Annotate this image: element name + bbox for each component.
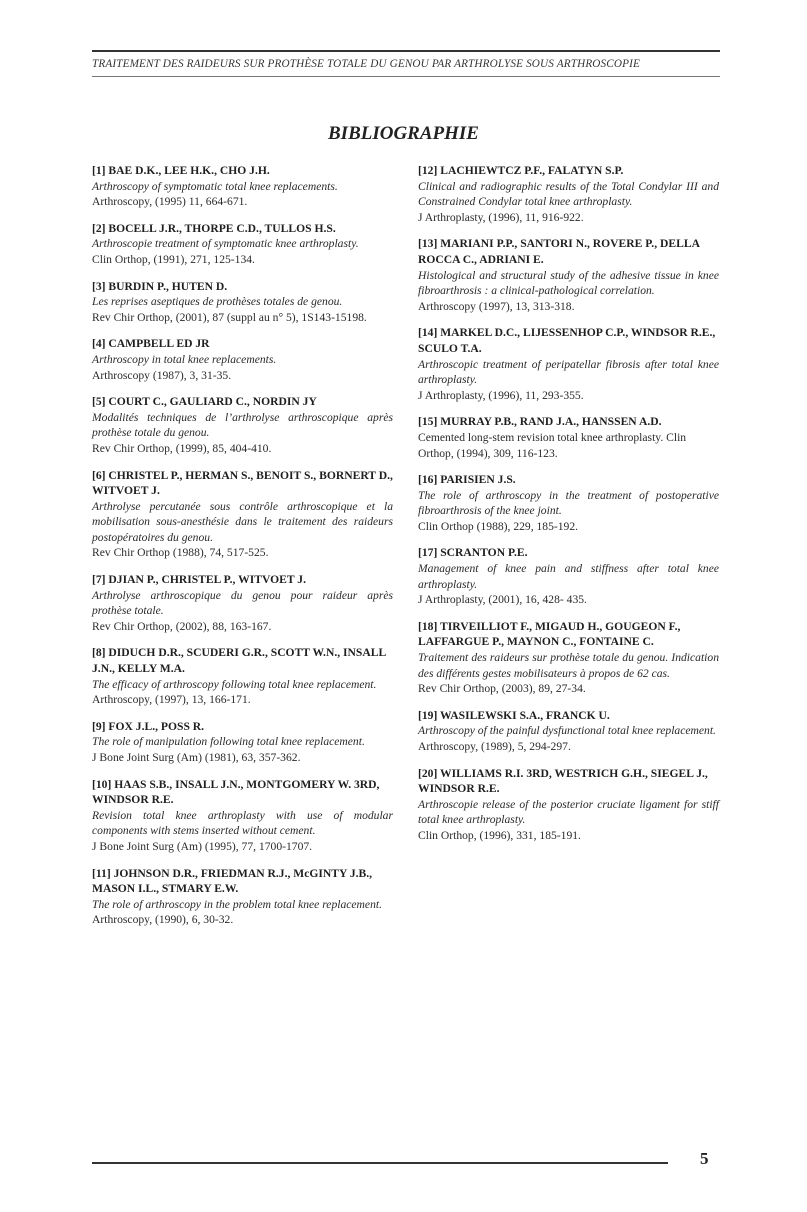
reference-title: Histological and structural study of the adhesive tissue in knee fibroarthrosis : a clinical-pathological correlation. <box>418 268 719 298</box>
reference-source: J Arthroplasty, (1996), 11, 916-922. <box>418 210 584 224</box>
reference-item <box>418 163 719 225</box>
reference-source: J Bone Joint Surg (Am) (1981), 63, 357-362. <box>92 751 301 764</box>
reference-authors: [13] MARIANI P.P., SANTORI N., ROVERE P., DELLA ROCCA C., ADRIANI E. <box>418 237 700 266</box>
reference-item <box>92 777 393 855</box>
footer-rule <box>92 1162 668 1164</box>
reference-item <box>92 572 393 634</box>
reference-authors: [4] CAMPBELL ED JR <box>92 337 210 351</box>
reference-item <box>418 545 719 607</box>
reference-source: Rev Chir Orthop (1988), 74, 517-525. <box>92 546 269 560</box>
reference-authors: [18] TIRVEILLIOT F., MIGAUD H., GOUGEON F., LAFFARGUE P., MAYNON C., FONTAINE C. <box>418 619 681 649</box>
reference-authors: [9] FOX J.L., POSS R. <box>92 719 205 733</box>
reference-item <box>92 221 393 268</box>
reference-source: J Arthroplasty, (1996), 11, 293-355. <box>418 388 584 402</box>
page-number: 5 <box>700 1149 709 1168</box>
reference-item <box>418 619 719 697</box>
reference-source: Arthroscopy, (1989), 5, 294-297. <box>418 740 571 753</box>
reference-authors: [3] BURDIN P., HUTEN D. <box>92 279 228 293</box>
reference-title: Arthroscopy of symptomatic total knee replacements. <box>92 179 338 193</box>
reference-title: Arthroscopy in total knee replacements. <box>92 352 277 366</box>
reference-title: Modalités techniques de l’arthrolyse arthroscopique après prothèse totale du genou. <box>92 410 393 440</box>
reference-source: Rev Chir Orthop, (1999), 85, 404-410. <box>92 441 272 455</box>
reference-item <box>418 325 719 403</box>
section-title: BIBLIOGRAPHIE <box>328 123 479 144</box>
reference-item <box>92 468 393 562</box>
reference-item <box>92 394 393 456</box>
reference-authors: [1] BAE D.K., LEE H.K., CHO J.H. <box>92 164 270 177</box>
reference-source: J Bone Joint Surg (Am) (1995), 77, 1700-1707. <box>92 839 313 853</box>
reference-authors: [6] CHRISTEL P., HERMAN S., BENOIT S., BORNERT D., WITVOET J. <box>92 468 393 498</box>
reference-source: Arthroscopy (1987), 3, 31-35. <box>92 368 232 382</box>
reference-authors: [7] DJIAN P., CHRISTEL P., WITVOET J. <box>92 573 306 587</box>
reference-item <box>92 645 393 707</box>
reference-item <box>418 472 719 534</box>
reference-title: Revision total knee arthroplasty with use of modular components with stems inserted without cement. <box>92 808 393 838</box>
references-left-column <box>92 163 393 939</box>
reference-source: Cemented long-stem revision total knee arthroplasty. Clin Orthop, (1994), 309, 116-123. <box>418 430 687 460</box>
reference-title: Arthroscopic treatment of peripatellar fibrosis after total knee arthroplasty. <box>418 357 719 387</box>
reference-item <box>92 336 393 383</box>
reference-title: Arthroscopie release of the posterior cruciate ligament for stiff total knee arthroplasty. <box>418 797 719 827</box>
header-bottom-rule <box>92 76 720 77</box>
reference-title: Management of knee pain and stiffness after total knee arthroplasty. <box>418 562 719 591</box>
reference-item <box>92 719 393 766</box>
reference-source: Arthroscopy (1997), 13, 313-318. <box>418 299 575 313</box>
running-header-title: TRAITEMENT DES RAIDEURS SUR PROTHÈSE TOTALE DU GENOU PAR ARTHROLYSE SOUS ARTHROSCOPIE <box>92 58 640 70</box>
reference-source: Arthroscopy, (1995) 11, 664-671. <box>92 195 248 209</box>
reference-authors: [2] BOCELL J.R., THORPE C.D., TULLOS H.S. <box>92 221 336 235</box>
reference-source: Arthroscopy, (1997), 13, 166-171. <box>92 693 251 707</box>
reference-title: The efficacy of arthroscopy following total knee replacement. <box>92 677 377 691</box>
reference-source: J Arthroplasty, (2001), 16, 428- 435. <box>418 593 587 607</box>
reference-title: Traitement des raideurs sur prothèse totale du genou. Indication des différents gestes mobilisateurs à propos de 62 cas. <box>418 651 719 680</box>
reference-authors: [17] SCRANTON P.E. <box>418 546 528 560</box>
reference-source: Rev Chir Orthop, (2001), 87 (suppl au n° 5), 1S143-15198. <box>92 310 367 324</box>
reference-source: Rev Chir Orthop, (2003), 89, 27-34. <box>418 682 586 696</box>
reference-source: Rev Chir Orthop, (2002), 88, 163-167. <box>92 619 272 633</box>
reference-authors: [10] HAAS S.B., INSALL J.N., MONTGOMERY W. 3RD, WINDSOR R.E. <box>92 777 380 807</box>
header-top-rule <box>92 50 720 52</box>
reference-source: Clin Orthop (1988), 229, 185-192. <box>418 519 579 533</box>
reference-authors: [20] WILLIAMS R.I. 3RD, WESTRICH G.H., SIEGEL J., WINDSOR R.E. <box>418 766 708 796</box>
reference-title: Clinical and radiographic results of the Total Condylar III and Constrained Condylar total knee arthroplasty. <box>418 179 719 209</box>
reference-title: Les reprises aseptiques de prothèses totales de genou. <box>92 295 343 309</box>
reference-authors: [5] COURT C., GAULIARD C., NORDIN JY <box>92 395 317 409</box>
reference-item <box>418 236 719 314</box>
reference-title: Arthroscopie treatment of symptomatic knee arthroplasty. <box>92 237 359 251</box>
reference-authors: [15] MURRAY P.B., RAND J.A., HANSSEN A.D. <box>418 415 662 429</box>
reference-title: Arthroscopy of the painful dysfunctional total knee replacement. <box>418 724 716 738</box>
reference-source: Clin Orthop, (1996), 331, 185-191. <box>418 828 581 842</box>
reference-authors: [16] PARISIEN J.S. <box>418 473 516 487</box>
reference-item <box>92 163 393 210</box>
reference-authors: [14] MARKEL D.C., LIJESSENHOP C.P., WINDSOR R.E., SCULO T.A. <box>418 326 716 355</box>
reference-item <box>92 866 393 928</box>
reference-source: Arthroscopy, (1990), 6, 30-32. <box>92 913 234 927</box>
reference-title: The role of manipulation following total knee replacement. <box>92 735 365 749</box>
reference-title: Arthrolyse percutanée sous contrôle arthroscopique et la mobilisation sous-anesthésie dans le traitement des raideurs postopératoires du genou. <box>92 499 393 544</box>
reference-authors: [8] DIDUCH D.R., SCUDERI G.R., SCOTT W.N., INSALL J.N., KELLY M.A. <box>92 646 386 676</box>
references-right-column <box>418 163 719 855</box>
reference-source: Clin Orthop, (1991), 271, 125-134. <box>92 252 255 266</box>
reference-title: The role of arthroscopy in the problem total knee replacement. <box>92 897 382 911</box>
reference-item <box>418 414 719 461</box>
reference-authors: [11] JOHNSON D.R., FRIEDMAN R.J., McGINTY J.B., MASON I.L., STMARY E.W. <box>92 866 373 896</box>
reference-authors: [12] LACHIEWTCZ P.F., FALATYN S.P. <box>418 164 624 177</box>
reference-title: Arthrolyse arthroscopique du genou pour raideur après prothèse totale. <box>92 588 393 618</box>
reference-item <box>92 279 393 326</box>
reference-item <box>418 708 719 755</box>
reference-title: The role of arthroscopy in the treatment of postoperative fibroarthrosis of the knee joint. <box>418 488 719 518</box>
reference-authors: [19] WASILEWSKI S.A., FRANCK U. <box>418 708 610 722</box>
reference-item <box>418 766 719 844</box>
